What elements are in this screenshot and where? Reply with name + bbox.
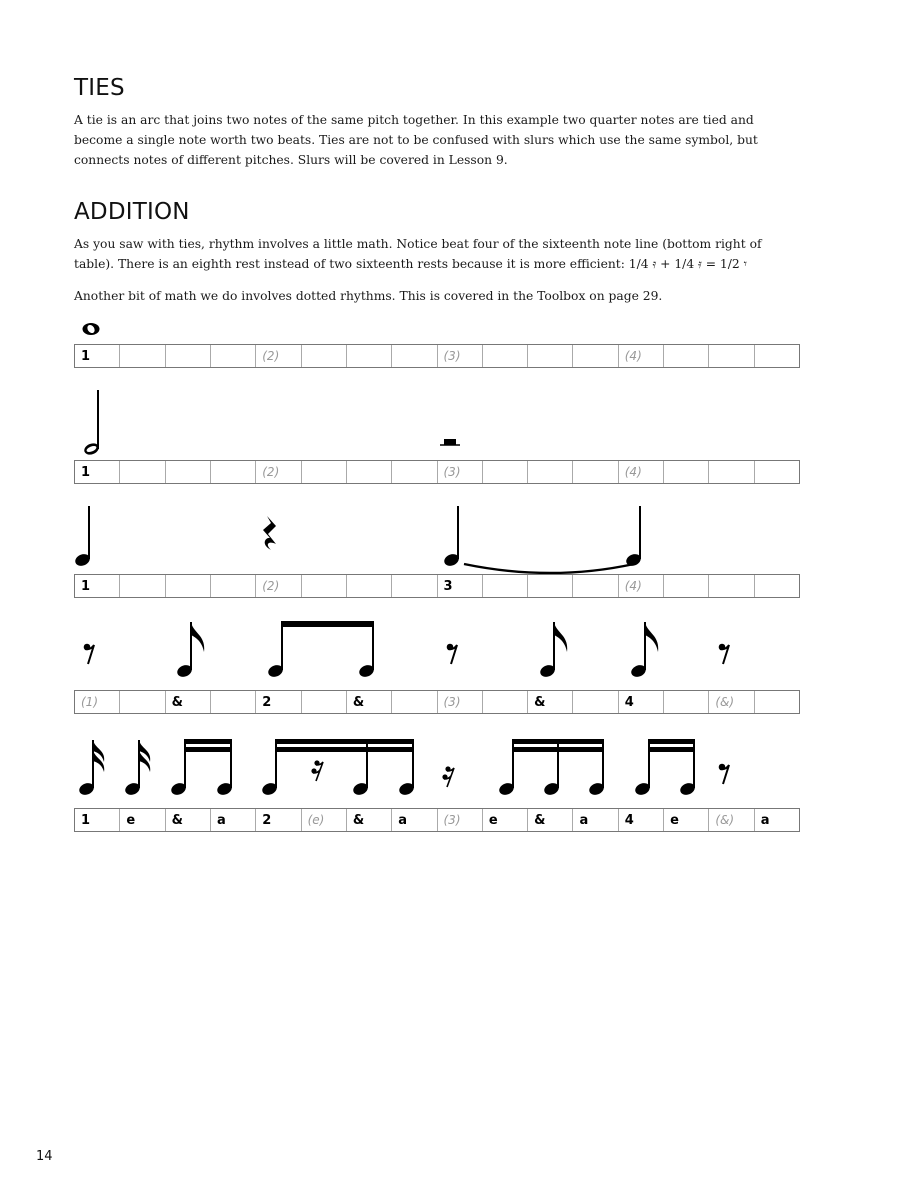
count-cell: [573, 461, 618, 483]
count-cell: (2): [256, 461, 301, 483]
count-cell: [211, 461, 256, 483]
eighth-rest-icon: [447, 644, 457, 664]
count-cell: [755, 691, 799, 713]
count-cell: [528, 575, 573, 597]
quarter-note-icon: [624, 506, 642, 568]
count-cell: [392, 461, 437, 483]
count-cell: 1: [75, 809, 120, 831]
count-cell: [755, 461, 799, 483]
rhythm-row-quarter-notes: [74, 504, 800, 600]
addition-heading: ADDITION: [74, 199, 190, 225]
count-cell: [166, 345, 211, 367]
eighth-note-icon: [538, 622, 567, 679]
count-cell: [392, 345, 437, 367]
count-cell: [528, 345, 573, 367]
sixteenth-rest-icon: [442, 766, 454, 787]
count-cell: &: [166, 691, 211, 713]
count-cell: &: [347, 809, 392, 831]
count-cell: a: [392, 809, 437, 831]
count-cell: 4: [619, 809, 664, 831]
whole-note-notation: [74, 316, 800, 344]
count-cell: [211, 575, 256, 597]
count-cell: (3): [438, 809, 483, 831]
beamed-eighth-pair-icon: [266, 621, 375, 679]
count-cell: (&): [709, 809, 754, 831]
ties-paragraph: A tie is an arc that joins two notes of the same pitch together. In this example two quarter notes are tied and become a single note worth two beats. Ties are not to be confused with slurs which use the same symbol, but connects notes of different pitches. Slurs will be covered in Lesson 9.: [74, 113, 758, 167]
count-cell: [664, 345, 709, 367]
count-cell: [483, 345, 528, 367]
count-cell: [664, 575, 709, 597]
count-cell: [211, 345, 256, 367]
quarter-notes-notation: [74, 504, 800, 574]
count-cell: [664, 461, 709, 483]
count-cell: 1: [75, 575, 120, 597]
half-note-notation: [74, 388, 800, 460]
count-cell: [120, 345, 165, 367]
count-cell: &: [166, 809, 211, 831]
half-rest-icon: [440, 439, 460, 445]
count-cell: (4): [619, 345, 664, 367]
eighth-rest-icon: [719, 764, 729, 784]
count-cell: (&): [709, 691, 754, 713]
count-cell: e: [120, 809, 165, 831]
count-cell: a: [573, 809, 618, 831]
eighth-rest-icon: [84, 644, 94, 664]
count-cell: [528, 461, 573, 483]
count-grid: [74, 574, 800, 598]
count-cell: (3): [438, 691, 483, 713]
count-cell: [755, 345, 799, 367]
beamed-sixteenth-pair-icon: [633, 739, 696, 797]
count-grid: [74, 344, 800, 368]
count-cell: [211, 691, 256, 713]
count-cell: [755, 575, 799, 597]
count-cell: [573, 345, 618, 367]
count-cell: [302, 345, 347, 367]
count-cell: [302, 691, 347, 713]
count-cell: (4): [619, 461, 664, 483]
count-cell: a: [211, 809, 256, 831]
count-cell: (1): [75, 691, 120, 713]
count-cell: [347, 345, 392, 367]
count-cell: (4): [619, 575, 664, 597]
addition-paragraph: As you saw with ties, rhythm involves a little math. Notice beat four of the sixteenth note line (bottom right of table). There is an eighth rest instead of two sixteenth rests because it is more efficient: 1/4 𝄿 + 1/4 𝄿 = 1/2 𝄾: [74, 237, 762, 271]
count-cell: a: [760, 812, 770, 828]
quarter-rest-icon: [263, 516, 276, 550]
count-grid: [74, 808, 800, 832]
count-cell: &: [347, 691, 392, 713]
count-cell: 2: [256, 809, 301, 831]
rhythm-row-sixteenth-notes: [74, 734, 800, 834]
beamed-sixteenth-triplet-icon: [497, 739, 605, 797]
count-cell: (e): [302, 809, 347, 831]
count-cell: (3): [438, 345, 483, 367]
count-cell: e: [483, 809, 528, 831]
beamed-sixteenth-pair-icon: [169, 739, 233, 797]
count-cell: [392, 691, 437, 713]
count-cell: [302, 461, 347, 483]
eighth-rest-icon: [719, 644, 729, 664]
eighth-notes-notation: [74, 618, 800, 690]
count-cell: [573, 691, 618, 713]
count-cell: [120, 691, 165, 713]
sixteenth-note-icon: [77, 740, 104, 797]
rhythm-row-half-note: [74, 388, 800, 486]
dotted-rhythms-paragraph: Another bit of math we do involves dotted rhythms. This is covered in the Toolbox on page 29.: [74, 289, 663, 303]
count-cell: [347, 575, 392, 597]
count-cell: [166, 461, 211, 483]
count-cell: [709, 345, 754, 367]
beamed-sixteenth-group-with-rest-icon: [260, 739, 415, 797]
count-cell: [573, 575, 618, 597]
count-cell: [483, 575, 528, 597]
page-number: 14: [36, 1149, 53, 1164]
count-cell: (2): [256, 575, 301, 597]
count-cell: [483, 691, 528, 713]
count-cell: 3: [438, 575, 483, 597]
count-cell: 1: [75, 461, 120, 483]
count-cell: e: [664, 809, 709, 831]
count-cell: [120, 575, 165, 597]
whole-note-icon: [83, 323, 100, 335]
count-cell: 2: [256, 691, 301, 713]
count-cell: &: [528, 809, 573, 831]
eighth-note-icon: [175, 622, 204, 679]
rhythm-row-eighth-notes: [74, 618, 800, 716]
count-cell: [347, 461, 392, 483]
eighth-note-icon: [629, 622, 658, 679]
ties-heading: TIES: [74, 75, 125, 101]
count-cell: [709, 461, 754, 483]
count-cell: [166, 575, 211, 597]
count-cell: (3): [438, 461, 483, 483]
tie-icon: [464, 564, 634, 573]
count-cell: 4: [619, 691, 664, 713]
quarter-note-icon: [73, 506, 91, 568]
half-note-icon: [83, 390, 101, 457]
count-cell: [120, 461, 165, 483]
count-cell: [664, 691, 709, 713]
count-cell: [709, 575, 754, 597]
count-grid: [74, 460, 800, 484]
count-cell: [483, 461, 528, 483]
quarter-note-icon: [442, 506, 460, 568]
count-grid: [74, 690, 800, 714]
count-cell: (2): [256, 345, 301, 367]
sixteenth-note-icon: [123, 740, 150, 797]
count-cell: &: [528, 691, 573, 713]
count-cell: [302, 575, 347, 597]
rhythm-row-whole-note: [74, 316, 800, 370]
count-cell: 1: [75, 345, 120, 367]
sixteenth-notes-notation: [74, 734, 800, 808]
count-cell: [392, 575, 437, 597]
